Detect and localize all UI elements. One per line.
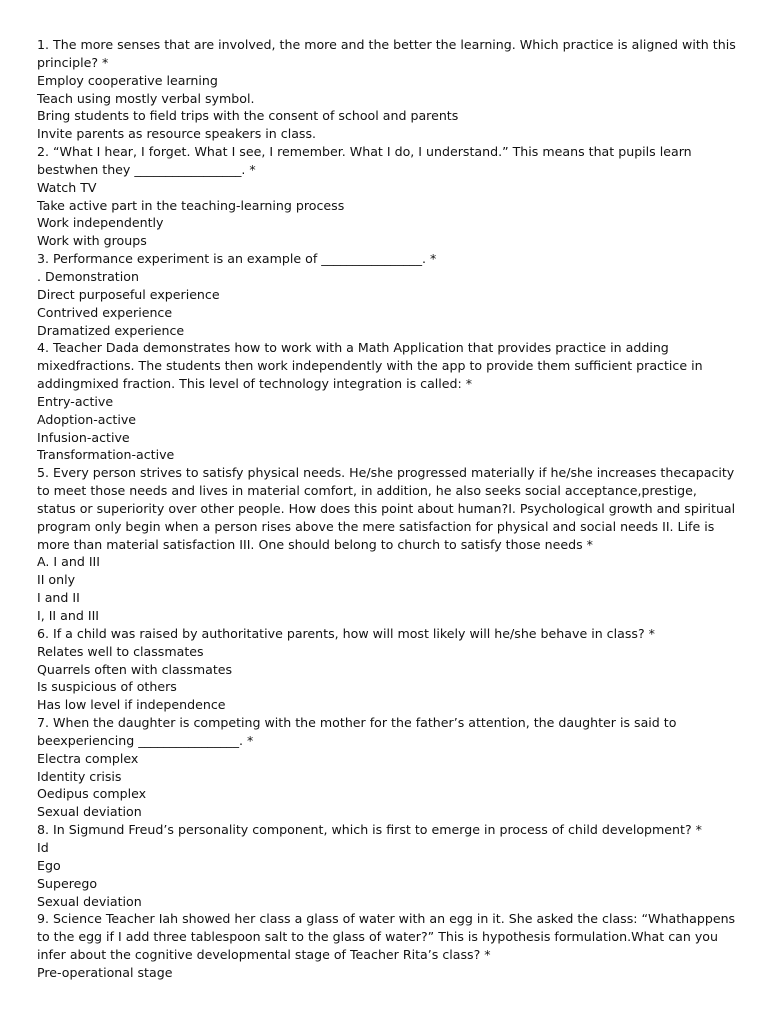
question-text: 7. When the daughter is competing with the mother for the father’s attention, the daughter is said to beexperiencing ________________. * (37, 715, 677, 748)
answer-options (37, 268, 737, 339)
question-text: 2. “What I hear, I forget. What I see, I remember. What I do, I understand.” This means that pupils learn bestwhen they _________________. * (37, 144, 692, 177)
option: Teach using mostly verbal symbol. (37, 90, 255, 106)
option: I and II (37, 590, 80, 606)
question-3 (37, 250, 737, 339)
option: Has low level if independence (37, 697, 226, 713)
question-text: 1. The more senses that are involved, the more and the better the learning. Which practice is aligned with this principle? * (37, 37, 736, 70)
option: Oedipus complex (37, 786, 147, 802)
option: Is suspicious of others (37, 679, 177, 695)
option: Relates well to classmates (37, 643, 204, 659)
question-2 (37, 143, 737, 250)
question-text: 5. Every person strives to satisfy physical needs. He/she progressed materially if he/she increases thecapacity to meet those needs and lives in material comfort, in addition, he also seeks social acceptance,prestige, status or superiority over other people. How does this point about human?I. Psychological growth and spiritual program only begin when a person rises above the mere satisfaction for physical and social needs II. Life is more than material satisfaction III. One should belong to church to satisfy those needs * (37, 465, 736, 552)
question-text: 6. If a child was raised by authoritative parents, how will most likely will he/she behave in class? * (37, 625, 655, 641)
question-5 (37, 464, 737, 625)
option: Identity crisis (37, 768, 122, 784)
option: Electra complex (37, 750, 139, 766)
option: Quarrels often with classmates (37, 661, 233, 677)
option: Sexual deviation (37, 893, 142, 909)
option: Work independently (37, 215, 164, 231)
option: A. I and III (37, 554, 100, 570)
question-8 (37, 821, 737, 910)
answer-options (37, 750, 737, 821)
option: Dramatized experience (37, 322, 185, 338)
question-text: 8. In Sigmund Freud’s personality component, which is first to emerge in process of child development? * (37, 822, 702, 838)
option: Sexual deviation (37, 804, 142, 820)
option: I, II and III (37, 608, 99, 623)
answer-options (37, 964, 737, 982)
option: Superego (37, 875, 98, 891)
question-text: 9. Science Teacher Iah showed her class a glass of water with an egg in it. She asked the class: “Whathappens to the egg if I add three tablespoon salt to the glass of water?” This is hypothesis formulation.What can you infer about the cognitive developmental stage of Teacher Rita’s class? * (37, 911, 736, 963)
option: Contrived experience (37, 304, 173, 320)
question-1 (37, 36, 737, 143)
answer-options (37, 839, 737, 910)
question-4 (37, 339, 737, 464)
option: Direct purposeful experience (37, 286, 220, 302)
answer-options (37, 643, 737, 714)
option: . Demonstration (37, 268, 139, 284)
question-7 (37, 714, 737, 821)
option: Ego (37, 857, 61, 873)
option: Invite parents as resource speakers in class. (37, 126, 317, 142)
option: Employ cooperative learning (37, 72, 218, 88)
question-9 (37, 910, 737, 981)
answer-options (37, 72, 737, 143)
option: Id (37, 839, 49, 855)
option: Bring students to field trips with the consent of school and parents (37, 108, 459, 124)
answer-options (37, 179, 737, 250)
document-page (37, 36, 737, 982)
option: Work with groups (37, 233, 147, 249)
answer-options (37, 553, 737, 624)
option: Infusion-active (37, 429, 130, 445)
option: Adoption-active (37, 411, 137, 427)
question-text: 4. Teacher Dada demonstrates how to work with a Math Application that provides practice in adding mixedfractions. The students then work independently with the app to provide them sufficient practice in addingmixed fraction. This level of technology integration is called: * (37, 340, 703, 392)
option: Pre-operational stage (37, 964, 173, 980)
option: Entry-active (37, 393, 114, 409)
question-6 (37, 625, 737, 714)
answer-options (37, 393, 737, 464)
option: Watch TV (37, 179, 97, 195)
option: Transformation-active (37, 447, 175, 463)
question-text: 3. Performance experiment is an example of ________________. * (37, 251, 437, 267)
option: II only (37, 572, 76, 588)
option: Take active part in the teaching-learning process (37, 197, 345, 213)
